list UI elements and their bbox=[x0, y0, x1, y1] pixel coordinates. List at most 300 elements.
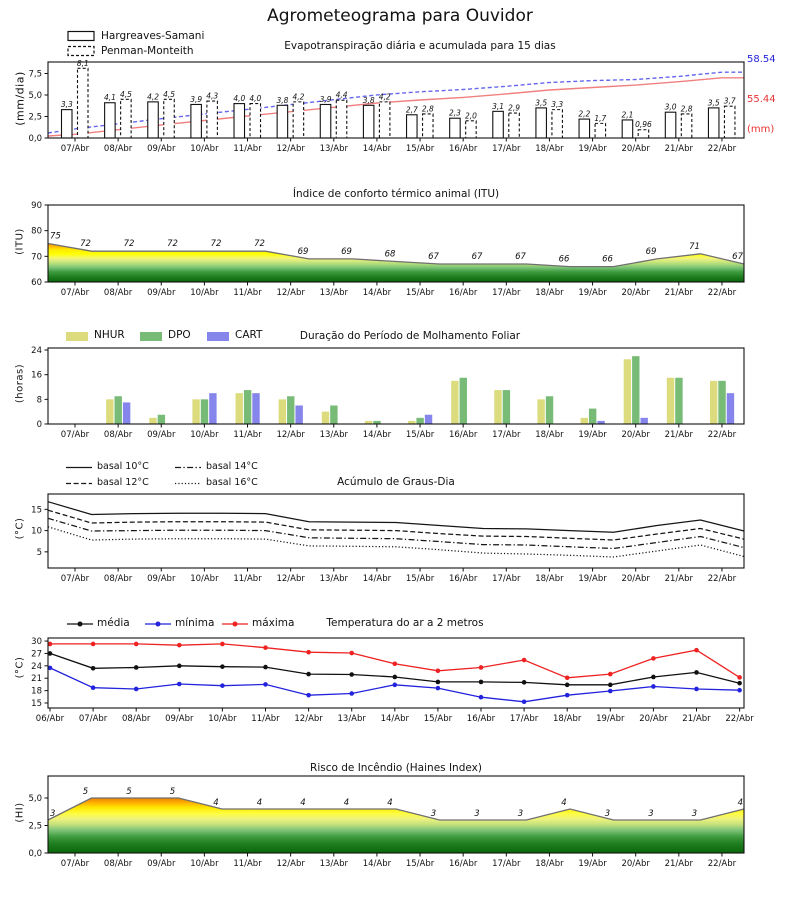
x-tick-label: 21/Abr bbox=[682, 714, 711, 724]
x-tick-label: 17/Abr bbox=[492, 859, 521, 869]
x-tick-label: 12/Abr bbox=[276, 430, 305, 440]
x-tick-label: 10/Abr bbox=[208, 714, 237, 724]
legend-swatch-penman bbox=[68, 47, 94, 56]
x-tick-label: 08/Abr bbox=[103, 288, 133, 298]
x-tick-label: 19/Abr bbox=[578, 859, 607, 869]
bar-dpo bbox=[158, 415, 165, 424]
x-tick-label: 09/Abr bbox=[147, 288, 176, 298]
bar-hargreaves bbox=[234, 104, 245, 138]
value-label: 5 bbox=[126, 787, 132, 797]
y-tick-label: 5,0 bbox=[28, 794, 42, 804]
y-tick-label: 27 bbox=[31, 649, 42, 660]
value-label: 3 bbox=[517, 809, 524, 819]
x-tick-label: 19/Abr bbox=[578, 430, 607, 440]
bar-dpo bbox=[460, 378, 467, 424]
temp-marker-maxima bbox=[522, 658, 527, 663]
bar-penman bbox=[466, 121, 477, 138]
value-label: 67 bbox=[515, 252, 526, 263]
legend-marker bbox=[78, 622, 83, 627]
bar-nhur bbox=[667, 378, 674, 424]
temp-marker-minima bbox=[436, 686, 441, 691]
x-tick-label: 21/Abr bbox=[664, 859, 694, 869]
value-label: 4 bbox=[737, 798, 743, 808]
value-label: 67 bbox=[732, 252, 743, 263]
bar-hargreaves bbox=[105, 103, 116, 138]
value-label: 4 bbox=[213, 798, 219, 808]
temp-line-maxima bbox=[50, 644, 740, 678]
value-label: 66 bbox=[602, 254, 613, 265]
bar-hargreaves bbox=[493, 111, 504, 138]
temp-marker-media bbox=[349, 672, 354, 677]
legend-label-media: média bbox=[97, 617, 130, 629]
bar-dpo bbox=[675, 378, 682, 424]
graus-dia-title: Acúmulo de Graus-Dia bbox=[337, 476, 455, 488]
bar-hargreaves bbox=[62, 110, 73, 138]
legend-label-dpo: DPO bbox=[168, 329, 191, 341]
bar-nhur bbox=[106, 399, 113, 424]
bar-penman bbox=[509, 113, 520, 138]
bar-penman bbox=[293, 102, 304, 138]
bar-hargreaves bbox=[277, 105, 288, 138]
x-tick-label: 19/Abr bbox=[596, 714, 625, 724]
temp-marker-minima bbox=[393, 683, 398, 688]
x-tick-label: 18/Abr bbox=[535, 574, 564, 584]
y-tick-label: 21 bbox=[31, 674, 42, 685]
x-tick-label: 07/Abr bbox=[60, 574, 90, 584]
x-tick-label: 15/Abr bbox=[405, 859, 435, 869]
y-tick-label: 8 bbox=[36, 395, 42, 406]
value-label: 4 bbox=[561, 798, 567, 808]
x-tick-label: 21/Abr bbox=[664, 144, 694, 154]
value-label: 2,8 bbox=[680, 104, 693, 114]
x-tick-label: 15/Abr bbox=[423, 714, 453, 724]
x-tick-label: 12/Abr bbox=[276, 574, 305, 584]
temp-marker-media bbox=[220, 664, 225, 669]
value-label: 72 bbox=[123, 239, 135, 250]
temp-marker-media bbox=[694, 670, 699, 675]
x-tick-label: 12/Abr bbox=[276, 144, 305, 154]
y-tick-label: 2,5 bbox=[28, 112, 42, 123]
value-label: 1,7 bbox=[594, 113, 607, 123]
value-label: 69 bbox=[341, 246, 352, 257]
x-tick-label: 14/Abr bbox=[362, 859, 392, 869]
bar-nhur bbox=[710, 381, 717, 424]
x-tick-label: 20/Abr bbox=[621, 144, 650, 154]
bar-penman bbox=[638, 130, 649, 138]
x-tick-label: 11/Abr bbox=[233, 859, 262, 869]
x-tick-label: 06/Abr bbox=[35, 714, 65, 724]
value-label: 4,5 bbox=[163, 89, 176, 99]
x-tick-label: 07/Abr bbox=[60, 430, 90, 440]
graus-dia-line-solid bbox=[48, 502, 744, 533]
legend-swatch-hargreaves bbox=[68, 32, 94, 41]
value-label: 4,2 bbox=[292, 92, 305, 102]
x-tick-label: 18/Abr bbox=[535, 859, 564, 869]
haines-ylabel: (HI) bbox=[14, 802, 26, 823]
x-tick-label: 22/Abr bbox=[707, 430, 737, 440]
temp-marker-maxima bbox=[393, 661, 398, 666]
x-tick-label: 22/Abr bbox=[707, 574, 737, 584]
y-tick-label: 90 bbox=[31, 200, 42, 211]
value-label: 3 bbox=[604, 809, 611, 819]
value-label: 3,3 bbox=[551, 100, 564, 110]
value-label: 4 bbox=[343, 798, 350, 808]
temp-marker-maxima bbox=[694, 648, 699, 653]
value-label: 0,96 bbox=[635, 120, 652, 130]
x-tick-label: 15/Abr bbox=[405, 430, 435, 440]
temp-marker-media bbox=[91, 666, 96, 671]
bar-penman bbox=[379, 102, 390, 138]
x-tick-label: 16/Abr bbox=[448, 574, 478, 584]
bar-cart bbox=[425, 415, 432, 424]
temp-marker-maxima bbox=[306, 650, 311, 655]
x-tick-label: 10/Abr bbox=[190, 430, 219, 440]
value-label: 3 bbox=[648, 809, 654, 819]
y-tick-label: 15 bbox=[31, 699, 42, 709]
value-label: 3,7 bbox=[723, 96, 736, 106]
bar-penman bbox=[121, 99, 132, 138]
x-tick-label: 22/Abr bbox=[707, 288, 737, 298]
temp-marker-maxima bbox=[479, 665, 484, 670]
x-tick-label: 11/Abr bbox=[233, 430, 262, 440]
bar-penman bbox=[78, 68, 89, 138]
temp-marker-minima bbox=[737, 688, 742, 693]
value-label: 4,0 bbox=[249, 94, 262, 104]
y-tick-label: 15 bbox=[31, 505, 42, 516]
bar-hargreaves bbox=[407, 115, 418, 138]
temp-marker-minima bbox=[522, 699, 527, 704]
x-tick-label: 14/Abr bbox=[362, 430, 392, 440]
bar-dpo bbox=[589, 409, 596, 424]
bar-cart bbox=[295, 406, 302, 424]
bar-dpo bbox=[632, 356, 639, 424]
value-label: 2,9 bbox=[508, 103, 521, 113]
x-tick-label: 14/Abr bbox=[362, 574, 392, 584]
temp-marker-minima bbox=[263, 682, 268, 687]
accumulated-unit-label: (mm) bbox=[747, 124, 775, 135]
bar-cart bbox=[640, 418, 647, 424]
value-label: 3 bbox=[430, 809, 437, 819]
temp-marker-minima bbox=[479, 695, 484, 700]
value-label: 3,8 bbox=[362, 95, 375, 105]
bar-hargreaves bbox=[148, 102, 159, 138]
bar-penman bbox=[250, 104, 261, 138]
value-label: 72 bbox=[210, 239, 222, 250]
value-label: 4,0 bbox=[233, 94, 246, 104]
x-tick-label: 07/Abr bbox=[78, 714, 108, 724]
bar-nhur bbox=[149, 418, 156, 424]
graus-dia-ylabel: (°C) bbox=[14, 517, 26, 540]
legend-label-penman: Penman-Monteith bbox=[101, 45, 194, 57]
y-tick-label: 30 bbox=[31, 637, 42, 648]
bar-hargreaves bbox=[708, 108, 719, 138]
temp-marker-maxima bbox=[91, 642, 96, 647]
y-tick-label: 7,5 bbox=[28, 69, 42, 80]
x-tick-label: 16/Abr bbox=[448, 144, 478, 154]
y-tick-label: 0,0 bbox=[28, 134, 42, 144]
bar-dpo bbox=[201, 399, 208, 424]
value-label: 66 bbox=[558, 254, 570, 265]
value-label: 3 bbox=[50, 809, 56, 819]
value-label: 3,0 bbox=[664, 102, 677, 112]
bar-hargreaves bbox=[579, 119, 590, 138]
haines-area bbox=[48, 798, 744, 853]
x-tick-label: 09/Abr bbox=[147, 430, 176, 440]
x-tick-label: 08/Abr bbox=[103, 144, 133, 154]
x-tick-label: 17/Abr bbox=[492, 288, 521, 298]
x-tick-label: 09/Abr bbox=[147, 859, 176, 869]
x-tick-label: 16/Abr bbox=[448, 288, 478, 298]
temp-marker-maxima bbox=[177, 643, 182, 648]
x-tick-label: 16/Abr bbox=[448, 859, 478, 869]
x-tick-label: 15/Abr bbox=[405, 144, 435, 154]
x-tick-label: 07/Abr bbox=[60, 859, 90, 869]
page-title: Agrometeograma para Ouvidor bbox=[267, 6, 533, 26]
bar-penman bbox=[207, 101, 218, 138]
x-tick-label: 11/Abr bbox=[233, 288, 262, 298]
bar-penman bbox=[681, 114, 692, 138]
bar-nhur bbox=[494, 390, 501, 424]
x-tick-label: 21/Abr bbox=[664, 288, 694, 298]
legend-swatch-nhur bbox=[66, 332, 88, 341]
legend-label-maxima: máxima bbox=[252, 617, 295, 629]
value-label: 72 bbox=[80, 239, 91, 250]
bar-nhur bbox=[279, 399, 286, 424]
bar-dpo bbox=[416, 418, 423, 424]
value-label: 72 bbox=[167, 239, 178, 250]
y-tick-label: 10 bbox=[31, 526, 42, 537]
x-tick-label: 13/Abr bbox=[319, 859, 348, 869]
legend-label-basal14: basal 14°C bbox=[206, 461, 258, 472]
temp-marker-media bbox=[522, 680, 527, 685]
molhamento-ylabel: (horas) bbox=[14, 363, 26, 404]
bar-cart bbox=[209, 393, 216, 424]
temp-marker-minima bbox=[134, 687, 139, 692]
graus-dia-line-dashed bbox=[48, 510, 744, 540]
x-tick-label: 13/Abr bbox=[337, 714, 366, 724]
temp-marker-minima bbox=[694, 687, 699, 692]
temp-marker-media bbox=[737, 681, 742, 686]
value-label: 5 bbox=[82, 787, 89, 797]
x-tick-label: 11/Abr bbox=[233, 574, 262, 584]
value-label: 4,1 bbox=[103, 93, 116, 103]
temp-marker-minima bbox=[565, 693, 570, 698]
x-tick-label: 07/Abr bbox=[60, 144, 90, 154]
bar-cart bbox=[727, 393, 734, 424]
temp-marker-maxima bbox=[737, 675, 742, 680]
legend-label-minima: mínima bbox=[175, 617, 215, 629]
x-tick-label: 16/Abr bbox=[466, 714, 496, 724]
value-label: 4,4 bbox=[335, 90, 348, 100]
x-tick-label: 17/Abr bbox=[492, 144, 521, 154]
x-tick-label: 20/Abr bbox=[621, 859, 650, 869]
x-tick-label: 14/Abr bbox=[362, 288, 392, 298]
temp-marker-maxima bbox=[134, 642, 139, 647]
x-tick-label: 15/Abr bbox=[405, 574, 435, 584]
bar-hargreaves bbox=[320, 104, 331, 138]
temp-marker-minima bbox=[91, 685, 96, 690]
value-label: 3 bbox=[474, 809, 480, 819]
legend-label-basal16: basal 16°C bbox=[206, 477, 258, 488]
bar-hargreaves bbox=[622, 120, 633, 138]
temp-marker-minima bbox=[306, 693, 311, 698]
legend-label-nhur: NHUR bbox=[94, 329, 125, 341]
value-label: 75 bbox=[50, 231, 61, 242]
value-label: 4 bbox=[387, 798, 393, 808]
x-tick-label: 20/Abr bbox=[621, 288, 650, 298]
bar-penman bbox=[724, 106, 735, 138]
x-tick-label: 19/Abr bbox=[578, 288, 607, 298]
temp-marker-media bbox=[263, 665, 268, 670]
x-tick-label: 07/Abr bbox=[60, 288, 90, 298]
value-label: 2,3 bbox=[449, 108, 461, 118]
bar-penman bbox=[164, 99, 175, 138]
x-tick-label: 13/Abr bbox=[319, 430, 348, 440]
bar-cart bbox=[123, 402, 130, 424]
hargreaves-accumulated-total: 55.44 bbox=[747, 94, 776, 105]
value-label: 67 bbox=[428, 252, 439, 263]
temp-marker-media bbox=[651, 675, 656, 680]
x-tick-label: 08/Abr bbox=[103, 574, 133, 584]
y-tick-label: 2,5 bbox=[28, 821, 42, 832]
temp-marker-minima bbox=[651, 684, 656, 689]
value-label: 2,8 bbox=[421, 104, 434, 114]
y-tick-label: 80 bbox=[31, 226, 42, 237]
x-tick-label: 09/Abr bbox=[147, 144, 176, 154]
bar-penman bbox=[552, 110, 563, 138]
bar-hargreaves bbox=[191, 104, 202, 138]
temp-marker-maxima bbox=[565, 676, 570, 681]
temp-marker-maxima bbox=[436, 668, 441, 673]
x-tick-label: 18/Abr bbox=[535, 288, 564, 298]
value-label: 4,2 bbox=[378, 92, 391, 102]
penman-accumulated-total: 58.54 bbox=[747, 54, 776, 65]
x-tick-label: 10/Abr bbox=[190, 574, 219, 584]
bar-cart bbox=[252, 393, 259, 424]
x-tick-label: 08/Abr bbox=[103, 859, 133, 869]
x-tick-label: 10/Abr bbox=[190, 288, 219, 298]
x-tick-label: 15/Abr bbox=[405, 288, 435, 298]
temp-marker-maxima bbox=[220, 642, 225, 647]
value-label: 4,5 bbox=[119, 89, 132, 99]
temp-line-media bbox=[50, 653, 740, 684]
y-tick-label: 60 bbox=[31, 278, 42, 288]
temperatura-ylabel: (°C) bbox=[14, 656, 26, 679]
temp-marker-media bbox=[436, 680, 441, 685]
temp-marker-maxima bbox=[608, 672, 613, 677]
bar-dpo bbox=[244, 390, 251, 424]
value-label: 4,2 bbox=[147, 92, 160, 102]
y-tick-label: 5 bbox=[36, 547, 42, 558]
haines-title: Risco de Incêndio (Haines Index) bbox=[310, 762, 482, 774]
value-label: 3,1 bbox=[492, 101, 505, 111]
y-tick-label: 24 bbox=[31, 661, 42, 672]
x-tick-label: 17/Abr bbox=[492, 574, 521, 584]
x-tick-label: 12/Abr bbox=[276, 288, 305, 298]
temp-marker-media bbox=[393, 675, 398, 680]
value-label: 3,9 bbox=[190, 94, 203, 104]
bar-nhur bbox=[581, 418, 588, 424]
y-tick-label: 0,0 bbox=[28, 849, 42, 859]
bar-hargreaves bbox=[450, 118, 461, 138]
value-label: 72 bbox=[254, 239, 265, 250]
temp-marker-media bbox=[306, 672, 311, 677]
temp-marker-minima bbox=[608, 689, 613, 694]
temp-marker-media bbox=[134, 665, 139, 670]
bar-penman bbox=[595, 123, 606, 138]
y-tick-label: 70 bbox=[31, 252, 42, 263]
value-label: 4 bbox=[300, 798, 306, 808]
x-tick-label: 21/Abr bbox=[664, 574, 694, 584]
bar-dpo bbox=[546, 396, 553, 424]
value-label: 2,0 bbox=[465, 111, 477, 121]
temp-marker-media bbox=[608, 683, 613, 688]
y-tick-label: 18 bbox=[31, 686, 42, 697]
bar-dpo bbox=[503, 390, 510, 424]
x-tick-label: 22/Abr bbox=[707, 859, 737, 869]
bar-nhur bbox=[236, 393, 243, 424]
bar-dpo bbox=[330, 406, 337, 424]
value-label: 4,3 bbox=[206, 91, 219, 101]
y-tick-label: 5,0 bbox=[28, 91, 42, 101]
bar-nhur bbox=[537, 399, 544, 424]
temp-marker-maxima bbox=[263, 645, 268, 650]
x-tick-label: 12/Abr bbox=[294, 714, 323, 724]
value-label: 8,1 bbox=[76, 58, 89, 68]
value-label: 4 bbox=[256, 798, 263, 808]
temp-marker-minima bbox=[220, 683, 225, 688]
plot-frame bbox=[48, 638, 744, 708]
value-label: 67 bbox=[471, 252, 483, 263]
x-tick-label: 17/Abr bbox=[492, 430, 521, 440]
value-label: 3 bbox=[691, 809, 698, 819]
value-label: 71 bbox=[689, 241, 700, 252]
value-label: 5 bbox=[169, 787, 176, 797]
value-label: 3,3 bbox=[60, 100, 73, 110]
x-tick-label: 09/Abr bbox=[147, 574, 176, 584]
x-tick-label: 10/Abr bbox=[190, 859, 219, 869]
temp-marker-media bbox=[479, 680, 484, 685]
x-tick-label: 20/Abr bbox=[621, 574, 650, 584]
value-label: 3,5 bbox=[707, 98, 720, 108]
x-tick-label: 08/Abr bbox=[122, 714, 151, 724]
legend-label-cart: CART bbox=[235, 329, 263, 341]
x-tick-label: 22/Abr bbox=[725, 714, 754, 724]
bar-dpo bbox=[718, 381, 725, 424]
value-label: 68 bbox=[384, 249, 396, 260]
x-tick-label: 17/Abr bbox=[509, 714, 539, 724]
legend-label-basal12: basal 12°C bbox=[97, 477, 149, 488]
value-label: 2,2 bbox=[578, 109, 591, 119]
x-tick-label: 22/Abr bbox=[707, 144, 737, 154]
bar-nhur bbox=[192, 399, 199, 424]
y-tick-label: 16 bbox=[31, 370, 42, 381]
temp-marker-minima bbox=[177, 682, 182, 687]
value-label: 69 bbox=[645, 246, 657, 257]
x-tick-label: 19/Abr bbox=[578, 574, 607, 584]
value-label: 2,1 bbox=[621, 110, 634, 120]
bar-penman bbox=[423, 114, 434, 138]
temperatura-title: Temperatura do ar a 2 metros bbox=[326, 617, 484, 629]
bar-hargreaves bbox=[536, 108, 547, 138]
temp-marker-maxima bbox=[349, 651, 354, 656]
value-label: 2,7 bbox=[405, 105, 418, 115]
temp-marker-minima bbox=[349, 691, 354, 696]
graus-dia-line-dotted bbox=[48, 527, 744, 557]
value-label: 69 bbox=[297, 246, 309, 257]
x-tick-label: 13/Abr bbox=[319, 574, 348, 584]
bar-hargreaves bbox=[665, 112, 676, 138]
